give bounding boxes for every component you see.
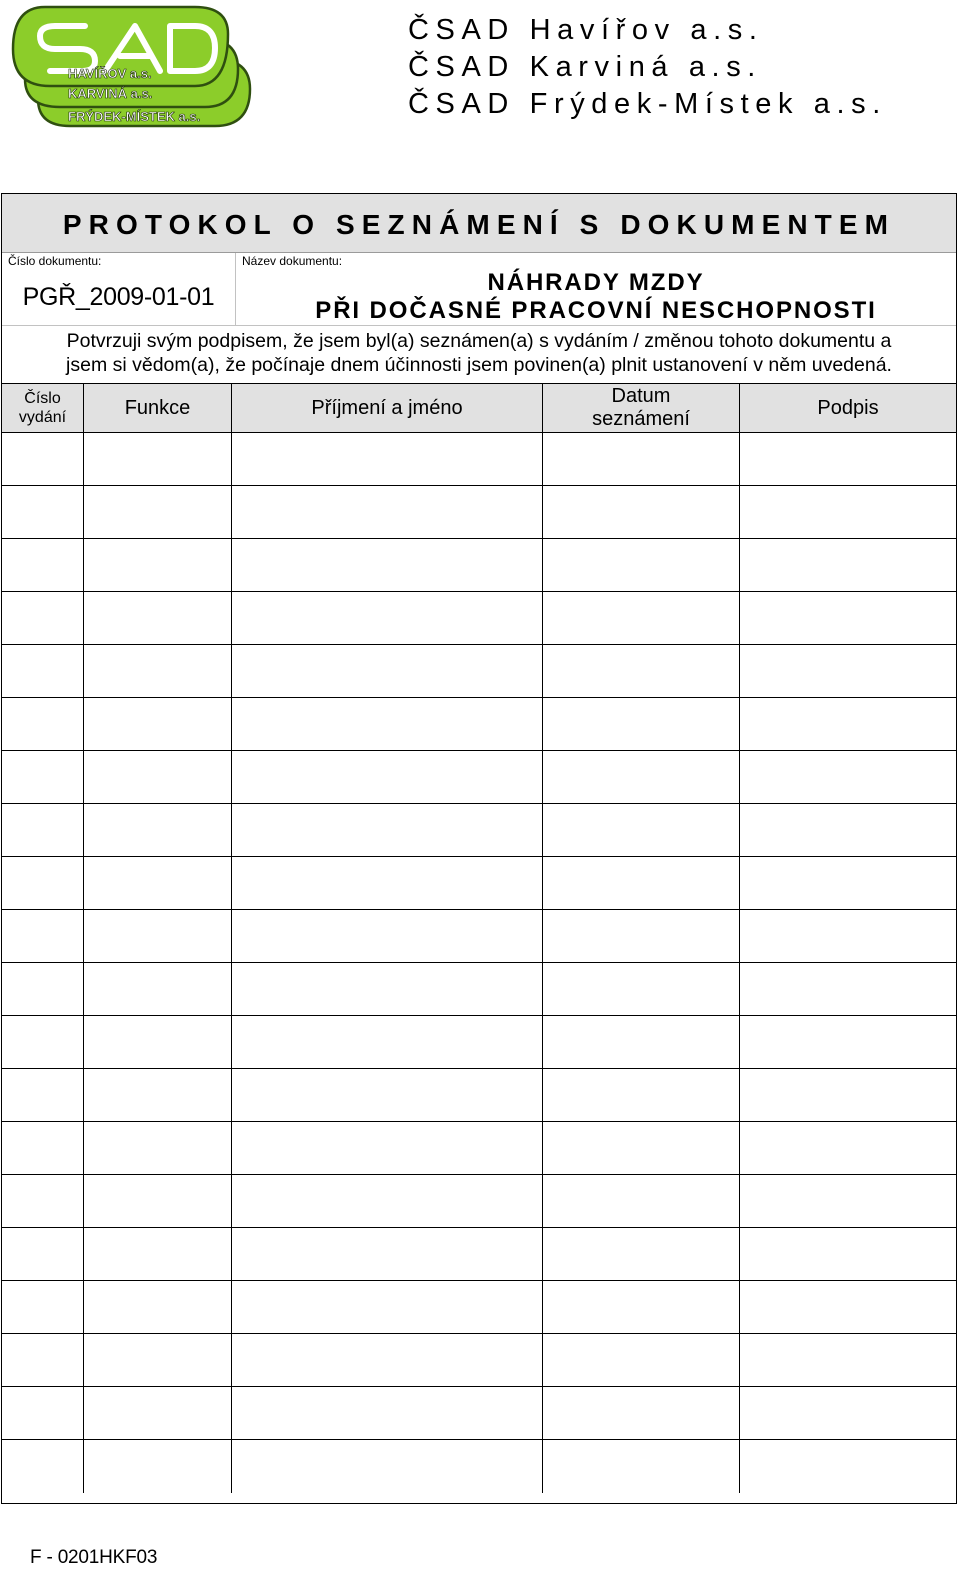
header-function-label: Funkce — [124, 396, 191, 419]
table-row[interactable] — [2, 592, 956, 645]
signature-table — [2, 383, 956, 1493]
header-signature — [740, 384, 956, 432]
doc-number-cell — [2, 253, 236, 325]
column-divider — [542, 383, 543, 1493]
table-row[interactable] — [2, 1069, 956, 1122]
doc-name-label: Název dokumentu: — [242, 254, 343, 268]
form-code: F - 0201HKF03 — [30, 1547, 158, 1568]
table-row[interactable] — [2, 1387, 956, 1440]
doc-name-line-2: PŘI DOČASNÉ PRACOVNÍ NESCHOPNOSTI — [315, 297, 877, 324]
table-header — [2, 383, 956, 433]
table-row[interactable] — [2, 433, 956, 486]
table-row[interactable] — [2, 1016, 956, 1069]
header-date — [543, 384, 739, 432]
table-body — [2, 433, 956, 1493]
header-issue-number-line2: vydání — [18, 409, 67, 426]
company-name-frydek: ČSAD Frýdek-Místek a.s. — [408, 88, 887, 120]
table-row[interactable] — [2, 1281, 956, 1334]
header-function — [84, 384, 231, 432]
statement-line-2: jsem si vědom(a), že počínaje dnem účinnosti jsem povinen(a) plnit ustanovení v něm uvedená. — [66, 354, 892, 376]
confirmation-statement — [2, 326, 956, 383]
table-row[interactable] — [2, 486, 956, 539]
table-row[interactable] — [2, 1122, 956, 1175]
table-row[interactable] — [2, 539, 956, 592]
doc-name-line-1: NÁHRADY MZDY — [487, 269, 705, 296]
doc-name-cell — [236, 253, 956, 325]
form-title-band — [2, 194, 956, 253]
table-row[interactable] — [2, 751, 956, 804]
column-divider — [739, 383, 740, 1493]
header-issue-number-line1: Číslo — [24, 390, 61, 407]
table-row[interactable] — [2, 1440, 956, 1493]
statement-line-1: Potvrzuji svým podpisem, že jsem byl(a) seznámen(a) s vydáním / změnou tohoto dokumentu a — [66, 330, 892, 352]
logo-line-havirov: HAVÍŘOV a.s. — [68, 66, 152, 81]
csad-logo-icon — [10, 4, 255, 132]
table-row[interactable] — [2, 804, 956, 857]
header-name — [232, 384, 542, 432]
logo-line-karvina: KARVINÁ a.s. — [68, 86, 153, 101]
company-name-karvina: ČSAD Karviná a.s. — [408, 51, 762, 83]
table-row[interactable] — [2, 857, 956, 910]
table-row[interactable] — [2, 963, 956, 1016]
doc-number: PGŘ_2009-01-01 — [22, 283, 215, 311]
column-divider — [231, 383, 232, 1493]
header-date-line1: Datum — [611, 385, 671, 407]
table-row[interactable] — [2, 645, 956, 698]
company-name-havirov: ČSAD Havířov a.s. — [408, 14, 764, 46]
table-row[interactable] — [2, 698, 956, 751]
document-info-row — [2, 253, 956, 326]
doc-name — [236, 269, 956, 325]
company-names — [408, 12, 887, 123]
column-divider — [83, 383, 84, 1493]
table-row[interactable] — [2, 910, 956, 963]
header-signature-label: Podpis — [817, 396, 879, 419]
protocol-form — [1, 193, 957, 1504]
table-row[interactable] — [2, 1228, 956, 1281]
table-row[interactable] — [2, 1175, 956, 1228]
form-title: PROTOKOL O SEZNÁMENÍ S DOKUMENTEM — [62, 209, 896, 240]
table-row[interactable] — [2, 1334, 956, 1387]
header-date-line2: seznámení — [592, 408, 690, 430]
doc-number-label: Číslo dokumentu: — [8, 254, 102, 268]
logo-line-frydek: FRÝDEK-MÍSTEK a.s. — [68, 109, 201, 124]
header-name-label: Příjmení a jméno — [311, 396, 463, 419]
header-issue-number — [2, 384, 83, 432]
